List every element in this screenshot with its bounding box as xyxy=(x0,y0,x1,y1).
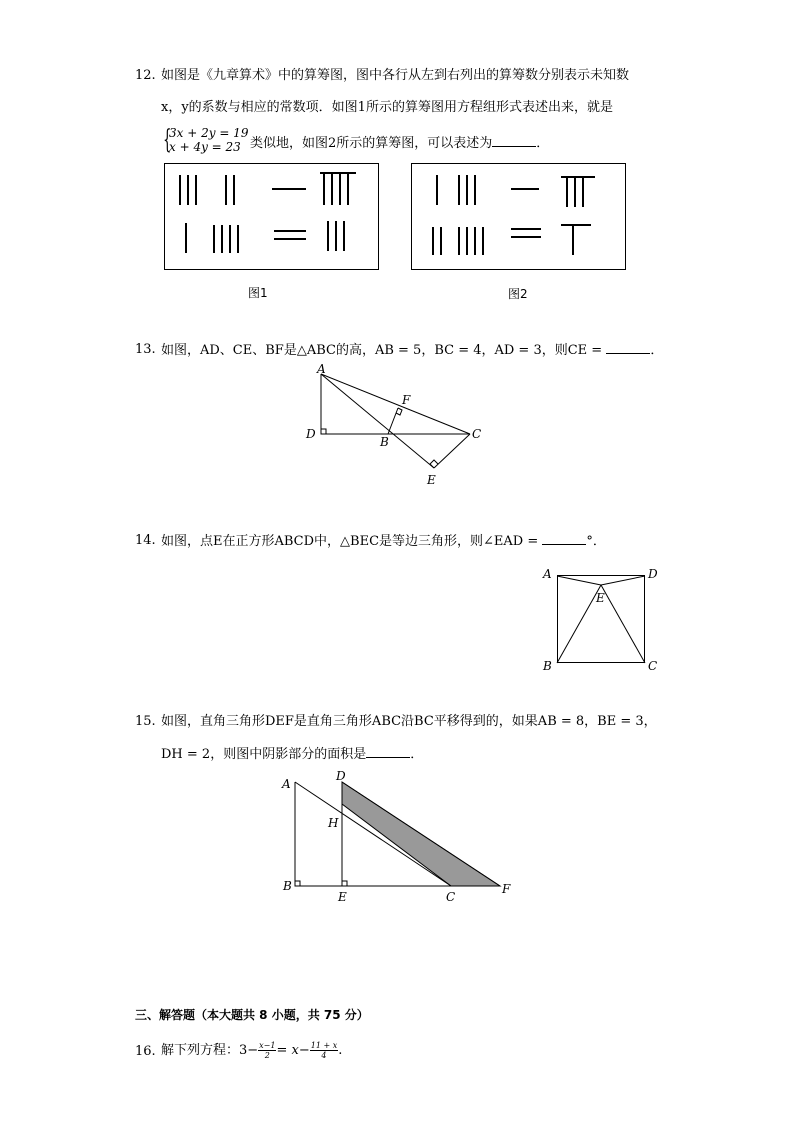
question-text: DH = 2，则图中阴影部分的面积是 ． xyxy=(161,747,424,762)
question-number: 12. xyxy=(135,68,156,83)
answer-blank[interactable] xyxy=(542,532,586,545)
question-text: 如图，点E在正方形ABCD中，△BEC是等边三角形，则∠EAD = °． xyxy=(161,534,606,549)
point-label: B xyxy=(283,879,292,893)
point-label: C xyxy=(472,427,482,441)
question-text: 解下列方程：3− $\frac{x-1}{2}$ = x− $\frac{11 + x}{4}$ . xyxy=(161,1041,343,1060)
question-number: 13. xyxy=(135,342,156,357)
square-figure-q14 xyxy=(540,562,670,677)
point-label: E xyxy=(596,591,605,605)
question-text: 类似地，如图2所示的算筹图，可以表述为 ． xyxy=(250,136,550,151)
point-label: E xyxy=(338,890,347,904)
figure-caption: 图1 xyxy=(248,286,268,300)
counting-rods-figure-1 xyxy=(164,163,380,271)
question-number: 16. xyxy=(135,1044,156,1059)
figure-caption: 图2 xyxy=(508,287,528,301)
point-label: D xyxy=(648,567,658,581)
point-label: C xyxy=(648,659,658,673)
question-text: x，y的系数与相应的常数项．如图1所示的算筹图用方程组形式表述出来，就是 xyxy=(161,100,613,115)
answer-blank[interactable] xyxy=(366,745,410,758)
question-text: 如图，AD、CE、BF是△ABC的高，AB = 5，BC = 4，AD = 3，则CE = ． xyxy=(161,343,664,358)
answer-blank[interactable] xyxy=(492,134,536,147)
question-text: 如图是《九章算术》中的算筹图，图中各行从左到右列出的算筹数分别表示未知数 xyxy=(161,68,630,83)
question-text: 如图，直角三角形DEF是直角三角形ABC沿BC平移得到的，如果AB = 8，BE = 3， xyxy=(161,714,657,729)
translation-figure-q15 xyxy=(276,766,526,906)
equation-system: { 3x + 2y = 19 x + 4y = 23 xyxy=(163,125,249,155)
point-label: A xyxy=(282,777,291,791)
point-label: A xyxy=(317,362,326,376)
point-label: F xyxy=(402,393,411,407)
point-label: B xyxy=(380,435,389,449)
fraction: $\frac{x-1}{2}$ xyxy=(259,1041,276,1060)
point-label: F xyxy=(502,882,511,896)
question-number: 15. xyxy=(135,714,156,729)
question-number: 14. xyxy=(135,533,156,548)
point-label: E xyxy=(427,473,436,487)
point-label: C xyxy=(446,890,456,904)
point-label: A xyxy=(543,567,552,581)
fraction: $\frac{11 + x}{4}$ xyxy=(310,1041,338,1060)
section-heading: 三、解答题（本大题共 8 小题，共 75 分） xyxy=(135,1008,369,1022)
point-label: H xyxy=(328,816,339,830)
point-label: D xyxy=(336,769,346,783)
point-label: D xyxy=(306,427,316,441)
point-label: B xyxy=(543,659,552,673)
counting-rods-figure-2 xyxy=(411,163,627,271)
triangle-figure-q13 xyxy=(300,362,500,492)
answer-blank[interactable] xyxy=(606,341,650,354)
